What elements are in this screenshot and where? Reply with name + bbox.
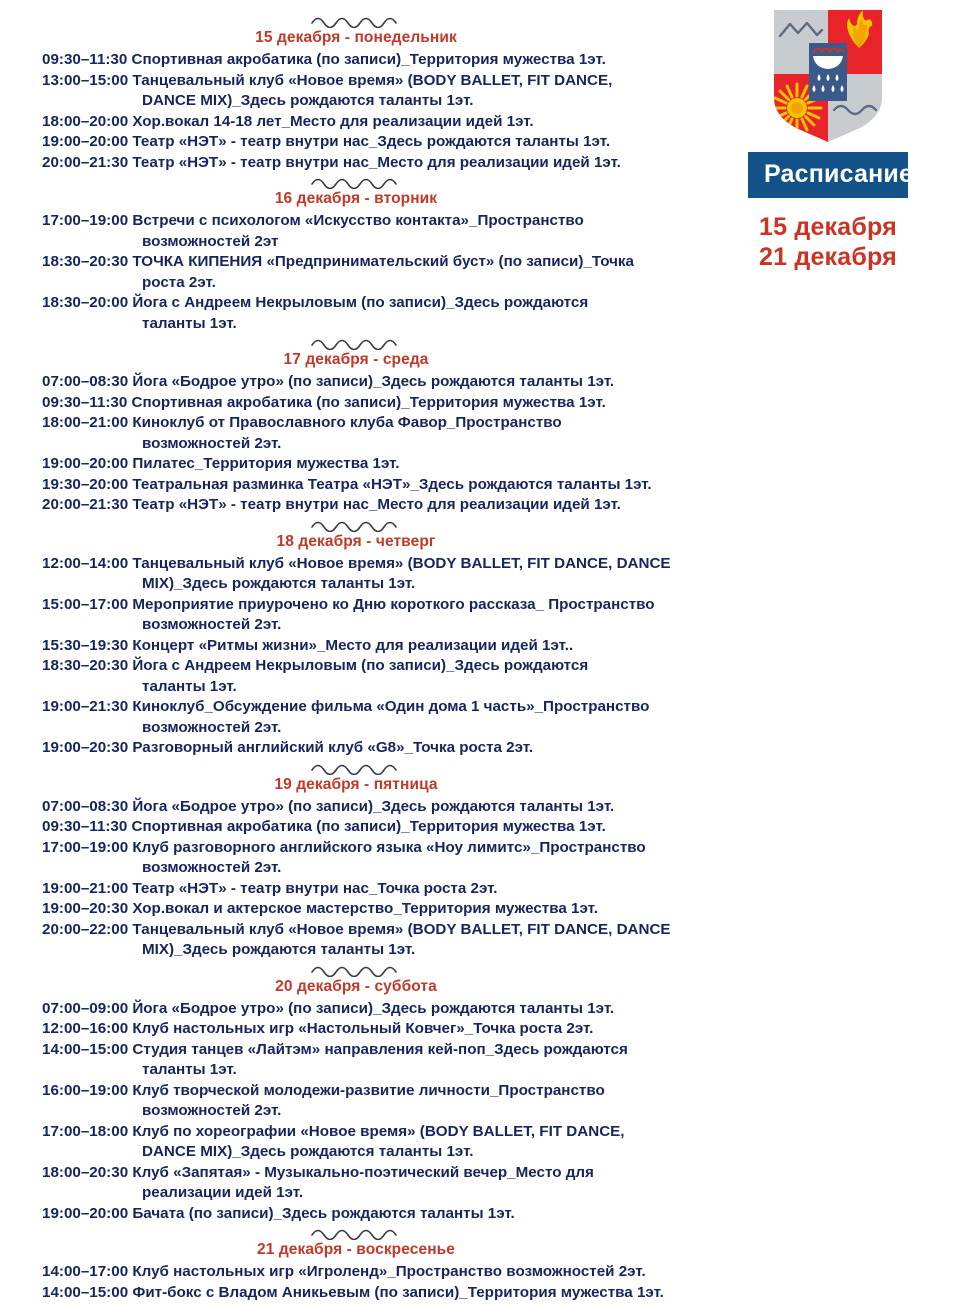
schedule-entry-continuation: таланты 1эт. [142,1061,237,1078]
schedule-entry [0,293,712,334]
schedule-entry-line: 19:00–20:00 Театр «НЭТ» - театр внутри нас_Здесь рождаются таланты 1эт. [42,133,611,150]
schedule-entry-line: 15:30–19:30 Концерт «Ритмы жизни»_Место для реализации идей 1эт.. [42,636,574,654]
schedule-entry [0,899,712,920]
day-title: 17 декабря - среда [283,351,429,368]
schedule-entry [0,697,712,738]
schedule-entry [0,838,712,879]
schedule-entry-line: 20:00–22:00 Танцевальный клуб «Новое время» (BODY BALLET, FIT DANCE, DANCE [42,920,671,938]
schedule-entry [0,738,712,759]
schedule-entry-line: 07:00–09:00 Йога «Бодрое утро» (по записи)_Здесь рождаются таланты 1эт. [42,999,615,1017]
schedule-entry [0,1283,712,1304]
day-title: 16 декабря - вторник [274,190,438,207]
day-title: 15 декабря - понедельник [255,29,457,46]
schedule-entry [0,797,712,818]
wavy-divider-icon [308,518,404,532]
schedule-entry-continuation: возможностей 2эт. [142,718,282,736]
schedule-entry-continuation: возможностей 2эт. [142,1102,282,1119]
schedule-entry-continuation: DANCE MIX)_Здесь рождаются таланты 1эт. [142,1143,474,1160]
schedule-entry-line: 19:00–20:30 Хор.вокал и актерское мастерство_Территория мужества 1эт. [42,900,598,917]
schedule-entry-continuation: реализации идей 1эт. [142,1184,304,1201]
day-block [0,963,712,1225]
schedule-entry-continuation: возможностей 2эт [142,232,279,250]
schedule-entry [0,475,712,496]
wavy-divider-icon [308,336,404,350]
schedule-entry-line: 09:30–11:30 Спортивная акробатика (по записи)_Территория мужества 1эт. [42,818,606,835]
schedule-entry-line: 18:00–20:30 Клуб «Запятая» - Музыкально-поэтический вечер_Место для [42,1163,594,1181]
day-header [0,1226,712,1260]
schedule-entry [0,1262,712,1283]
schedule-entry [0,153,712,174]
schedule-entry-continuation: возможностей 2эт. [142,616,282,633]
schedule-entry-line: 07:00–08:30 Йога «Бодрое утро» (по записи)_Здесь рождаются таланты 1эт. [42,373,615,390]
schedule-entry [0,1163,712,1204]
schedule-entry-continuation: MIX)_Здесь рождаются таланты 1эт. [142,941,416,958]
schedule-entry [0,1204,712,1225]
schedule-entry [0,1019,712,1040]
coat-of-arms-icon [764,6,892,142]
schedule-entry-continuation: таланты 1эт. [142,677,237,695]
schedule-entry [0,920,712,961]
schedule-entry [0,71,712,112]
schedule-entry-line: 17:00–18:00 Клуб по хореографии «Новое время» (BODY BALLET, FIT DANCE, [42,1122,625,1140]
schedule-entry [0,595,712,636]
date-range [759,212,897,272]
schedule-entry-line: 13:00–15:00 Танцевальный клуб «Новое время» (BODY BALLET, FIT DANCE, [42,71,613,89]
schedule-entry [0,495,712,516]
schedule-entry [0,879,712,900]
schedule-entry-continuation: таланты 1эт. [142,314,237,332]
wavy-divider-icon [308,761,404,775]
schedule-entry [0,112,712,133]
schedule-entry-line: 16:00–19:00 Клуб творческой молодежи-развитие личности_Пространство [42,1081,605,1099]
schedule-entry-line: 14:00–17:00 Клуб настольных игр «Игроленд»_Пространство возможностей 2эт. [42,1263,646,1280]
schedule-entry [0,636,712,657]
day-block [0,175,712,334]
schedule-entry-line: 07:00–08:30 Йога «Бодрое утро» (по записи)_Здесь рождаются таланты 1эт. [42,797,615,815]
schedule-entry [0,50,712,71]
schedule-entry-line: 19:00–20:30 Разговорный английский клуб «G8»_Точка роста 2эт. [42,739,534,756]
day-header [0,175,712,209]
schedule-entry-line: 18:00–20:00 Хор.вокал 14-18 лет_Место для реализации идей 1эт. [42,112,534,130]
schedule-entry-line: 19:00–21:00 Театр «НЭТ» - театр внутри нас_Точка роста 2эт. [42,879,498,897]
schedule-entry [0,252,712,293]
date-to: 21 декабря [759,243,897,271]
schedule-entry-continuation: возможностей 2эт. [142,434,282,452]
schedule-entry [0,999,712,1020]
schedule-entry-line: 18:30–20:30 ТОЧКА КИПЕНИЯ «Предпринимательский буст» (по записи)_Точка [42,253,634,270]
schedule-entry [0,656,712,697]
day-block [0,14,712,173]
schedule-entry-line: 20:00–21:30 Театр «НЭТ» - театр внутри нас_Место для реализации идей 1эт. [42,496,621,513]
schedule-entry-line: 19:00–20:00 Бачата (по записи)_Здесь рождаются таланты 1эт. [42,1204,515,1222]
schedule-entry [0,372,712,393]
schedule-entry-line: 19:00–21:30 Киноклуб_Обсуждение фильма «Один дома 1 часть»_Пространство [42,698,650,715]
schedule-entry-line: 18:30–20:30 Йога с Андреем Некрыловым (по записи)_Здесь рождаются [42,657,589,674]
schedule-entry-continuation: DANCE MIX)_Здесь рождаются таланты 1эт. [142,92,474,109]
schedule-entry-line: 17:00–19:00 Клуб разговорного английского языка «Ноу лимитс»_Пространство [42,838,646,856]
date-from: 15 декабря [759,213,897,241]
schedule-entry [0,393,712,414]
schedule-entry-line: 18:30–20:00 Йога с Андреем Некрыловым (по записи)_Здесь рождаются [42,294,589,311]
schedule-entry [0,454,712,475]
schedule-entry [0,211,712,252]
schedule-entry-line: 17:00–19:00 Встречи с психологом «Искусство контакта»_Пространство [42,212,584,229]
schedule-entry-line: 15:00–17:00 Мероприятие приурочено ко Дню короткого рассказа_ Пространство [42,595,655,613]
day-header [0,761,712,795]
schedule-entry-line: 19:30–20:00 Театральная разминка Театра «НЭТ»_Здесь рождаются таланты 1эт. [42,475,652,493]
schedule-entry-line: 20:00–21:30 Театр «НЭТ» - театр внутри нас_Место для реализации идей 1эт. [42,153,621,171]
schedule-entry-line: 14:00–15:00 Фит-бокс с Владом Аникьевым (по записи)_Территория мужества 1эт. [42,1283,664,1301]
schedule-entry-line: 09:30–11:30 Спортивная акробатика (по записи)_Территория мужества 1эт. [42,393,606,411]
schedule-list [0,14,712,1305]
wavy-divider-icon [308,14,404,28]
schedule-entry-line: 09:30–11:30 Спортивная акробатика (по записи)_Территория мужества 1эт. [42,51,606,68]
brand-column [710,0,946,272]
schedule-entry-continuation: роста 2эт. [142,273,216,291]
schedule-entry [0,132,712,153]
schedule-entry-line: 12:00–14:00 Танцевальный клуб «Новое время» (BODY BALLET, FIT DANCE, DANCE [42,554,671,572]
day-header [0,518,712,552]
day-block [0,518,712,759]
schedule-entry [0,554,712,595]
day-title: 20 декабря - суббота [275,977,437,995]
day-block [0,336,712,516]
wavy-divider-icon [308,1226,404,1240]
day-title: 18 декабря - четверг [276,532,436,550]
day-header [0,336,712,370]
day-title: 19 декабря - пятница [274,775,438,793]
wavy-divider-icon [308,963,404,977]
day-header [0,14,712,48]
schedule-entry [0,1122,712,1163]
schedule-entry [0,1040,712,1081]
day-title: 21 декабря - воскресенье [256,1241,456,1258]
schedule-entry-continuation: возможностей 2эт. [142,859,282,876]
schedule-entry-line: 14:00–15:00 Студия танцев «Лайтэм» направления кей-поп_Здесь рождаются [42,1040,628,1058]
schedule-entry-continuation: MIX)_Здесь рождаются таланты 1эт. [142,575,416,592]
day-header [0,963,712,997]
schedule-entry-line: 12:00–16:00 Клуб настольных игр «Настольный Ковчег»_Точка роста 2эт. [42,1020,594,1037]
schedule-entry [0,413,712,454]
schedule-entry [0,817,712,838]
day-block [0,761,712,961]
schedule-entry-line: 19:00–20:00 Пилатес_Территория мужества 1эт. [42,455,400,472]
schedule-entry [0,1081,712,1122]
schedule-entry-line: 18:00–21:00 Киноклуб от Православного клуба Фавор_Пространство [42,414,562,431]
wavy-divider-icon [308,175,404,189]
day-block [0,1226,712,1303]
schedule-title-plate: Расписание [748,152,908,198]
